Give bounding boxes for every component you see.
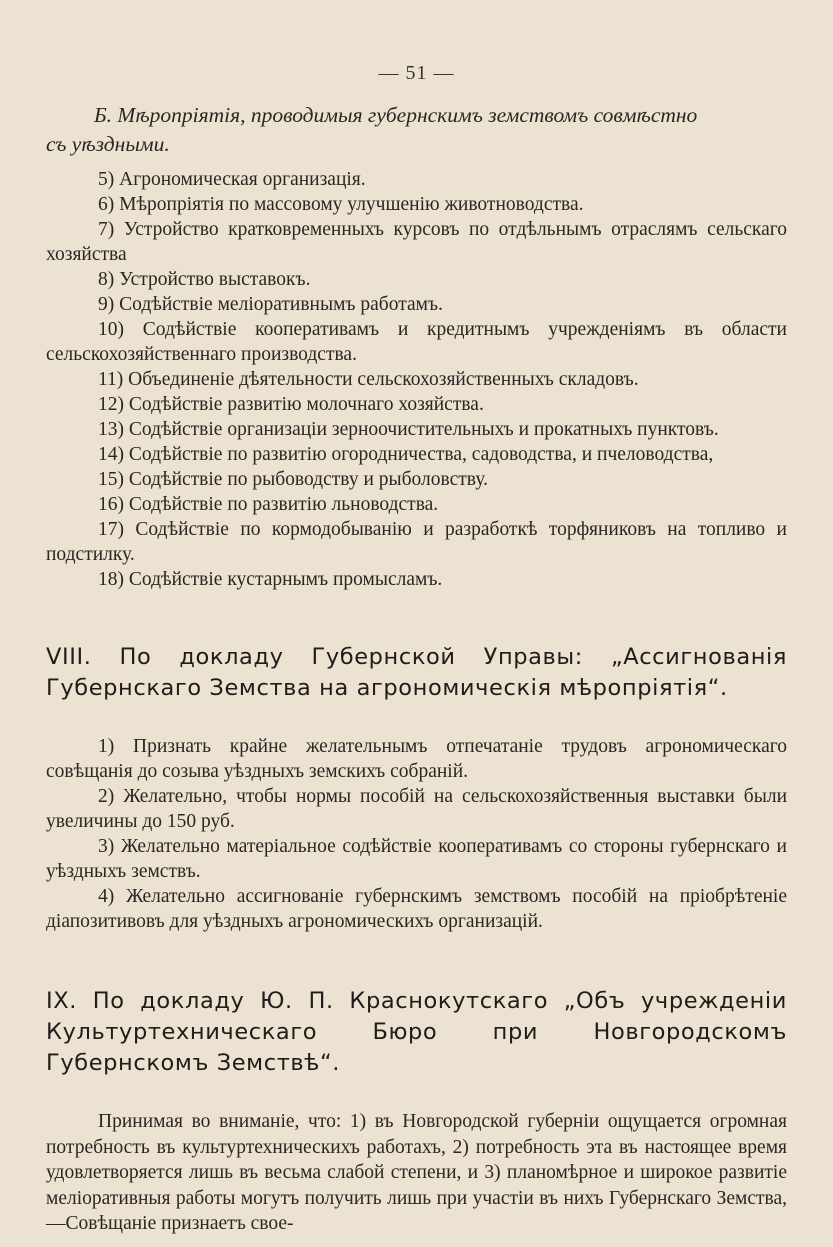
measure-item-8: 8) Устройство выставокъ. [98,269,311,290]
measure-item-16: 16) Содѣйствіе по развитію льноводства. [98,494,439,515]
measure-item-14: 14) Содѣйствіе по развитію огородничества, садоводства, и пчеловодства, [98,444,714,465]
subsection-b-title [46,101,787,159]
section-ix-heading: IX. По докладу Ю. П. Краснокутскаго „Объ учрежденіи Культуртехническаго Бюро при Новгородскомъ Губернскомъ Земствѣ“. [46,988,787,1076]
measure-item-9: 9) Содѣйствіе меліоративнымъ работамъ. [98,294,443,315]
measure-item-12: 12) Содѣйствіе развитію молочнаго хозяйства. [98,394,484,415]
measure-item-5: 5) Агрономическая организація. [98,169,366,190]
resolution-item-1: 1) Признать крайне желательнымъ отпечатаніе трудовъ агрономическаго совѣщанія до созыва уѣздныхъ земскихъ собраній. [46,736,787,782]
measure-item-18: 18) Содѣйствіе кустарнымъ промысламъ. [98,569,443,590]
measure-item-11: 11) Объединеніе дѣятельности сельскохозяйственныхъ складовъ. [98,369,639,390]
resolution-item-3: 3) Желательно матеріальное содѣйствіе кооперативамъ со стороны губернскаго и уѣздныхъ земствъ. [46,836,787,882]
measure-item-15: 15) Содѣйствіе по рыбоводству и рыболовству. [98,469,488,490]
section-ix-paragraph: Принимая во вниманіе, что: 1) въ Новгородской губерніи ощущается огромная потребность въ культуртехническихъ работахъ, 2) потребность эта въ настоящее время удовлетворяется лишь въ весьма слабой степени, и 3) планомѣрное и широкое развитіе меліоративныя работы могутъ получить лишь при участіи въ нихъ Губернскаго Земства,—Совѣщаніе признаетъ свое- [46,1111,787,1234]
section-viii-heading: VIII. По докладу Губернской Управы: „Ассигнованія Губернскаго Земства на агрономическія мѣропріятія“. [46,644,787,701]
measure-item-17: 17) Содѣйствіе по кормодобыванію и разработкѣ торфяниковъ на топливо и подстилку. [46,519,787,565]
section-viii-resolutions [46,734,787,934]
subsection-b-title-line2: съ уѣздными. [46,132,170,156]
measure-item-13: 13) Содѣйствіе организаціи зерноочистительныхъ и прокатныхъ пунктовъ. [98,419,719,440]
measure-item-7: 7) Устройство кратковременныхъ курсовъ по отдѣльнымъ отраслямъ сельскаго хозяйства [46,219,787,265]
subsection-b-title-line1: Б. Мѣропріятія, проводимыя губернскимъ земствомъ совмѣстно [94,103,698,127]
measure-item-6: 6) Мѣропріятія по массовому улучшенію животноводства. [98,194,584,215]
measures-list [46,167,787,592]
resolution-item-2: 2) Желательно, чтобы нормы пособій на сельскохозяйственныя выставки были увеличины до 150 руб. [46,786,787,832]
measure-item-10: 10) Содѣйствіе кооперативамъ и кредитнымъ учрежденіямъ въ области сельскохозяйственнаго производства. [46,319,787,365]
resolution-item-4: 4) Желательно ассигнованіе губернскимъ земствомъ пособій на пріобрѣтеніе діапозитивовъ для уѣздныхъ агрономическихъ организацій. [46,886,787,932]
page-number: — 51 — [378,62,455,84]
